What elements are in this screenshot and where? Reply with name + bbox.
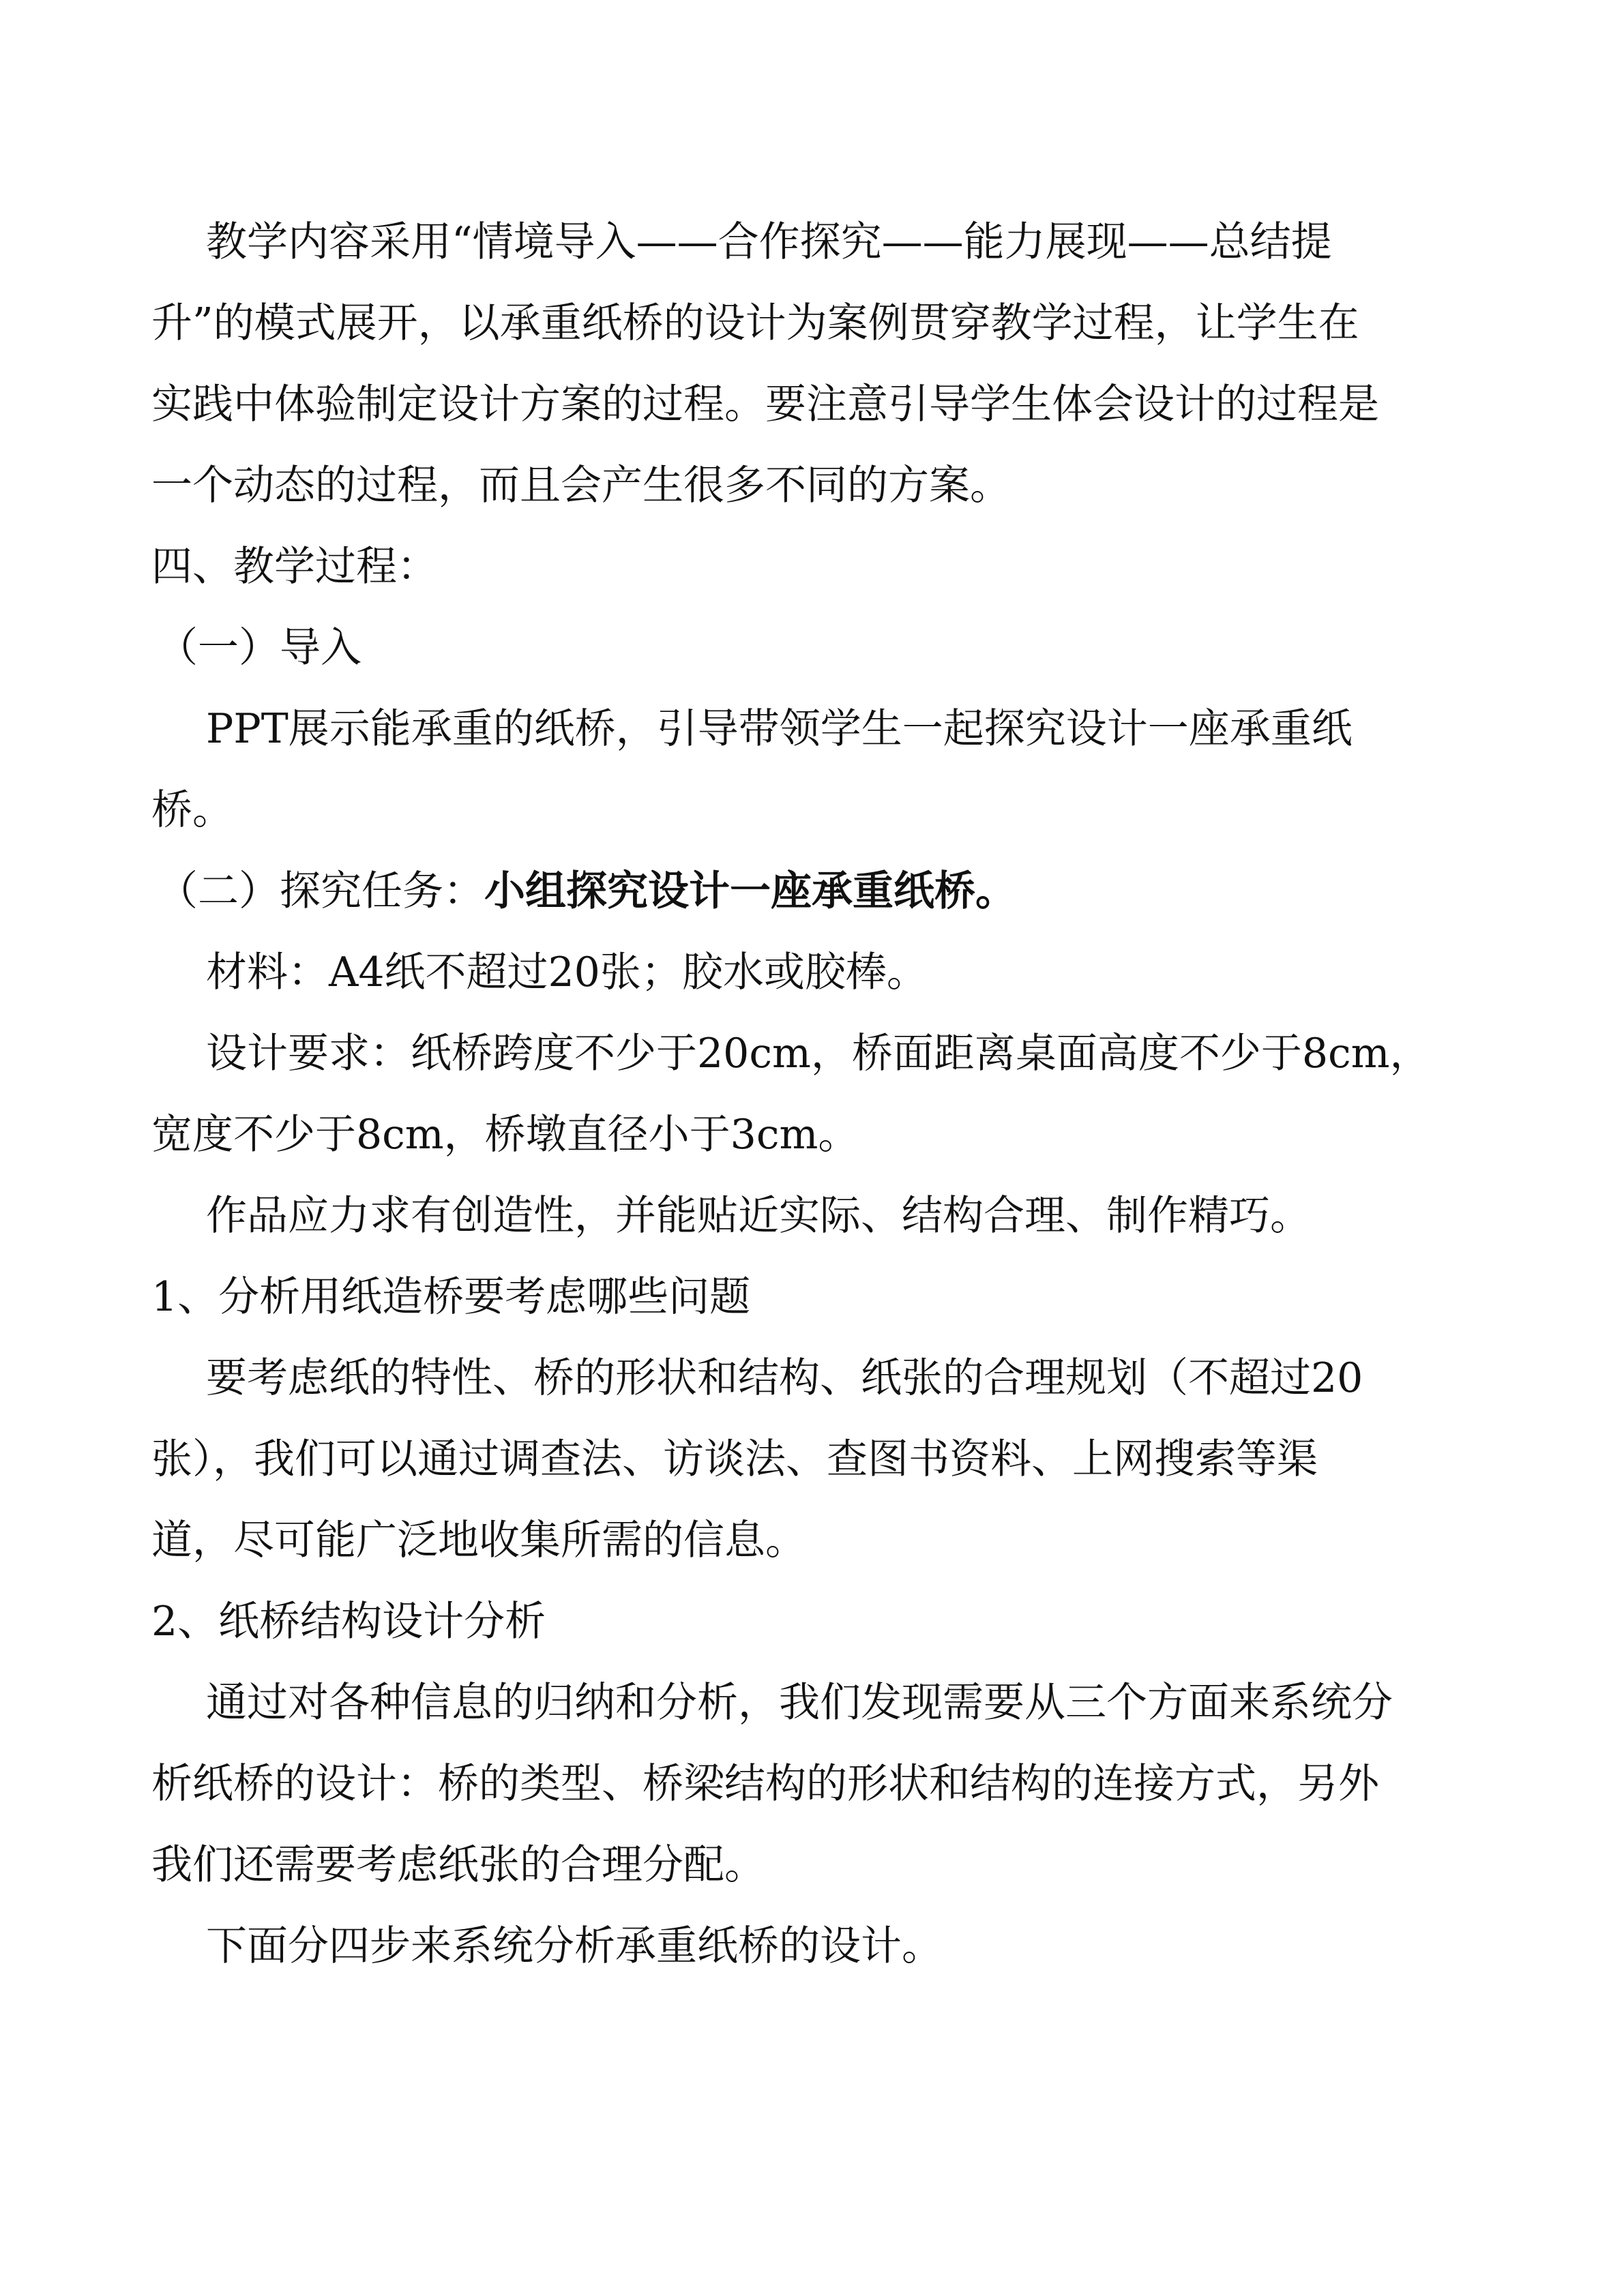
requirements-line-2: 宽度不少于8cm，桥墩直径小于3cm。 — [151, 1111, 859, 1159]
consider-line-3: 道，尽可能广泛地收集所需的信息。 — [151, 1517, 806, 1564]
subheading-inquiry-task — [157, 857, 1016, 925]
intro-line-2: 升”的模式展开，以承重纸桥的设计为案例贯穿教学过程，让学生在 — [151, 299, 1359, 347]
analysis-line-1: 通过对各种信息的归纳和分析，我们发现需要从三个方面来系统分 — [206, 1679, 1393, 1727]
intro-line-4: 一个动态的过程，而且会产生很多不同的方案。 — [151, 462, 1011, 509]
inquiry-task-title: 小组探究设计一座承重纸桥。 — [484, 867, 1016, 915]
analysis-line-2: 析纸桥的设计：桥的类型、桥梁结构的形状和结构的连接方式，另外 — [151, 1760, 1379, 1808]
subsection-heading-2: 2、纸桥结构设计分析 — [151, 1598, 546, 1645]
requirements-line-1: 设计要求：纸桥跨度不少于20cm，桥面距离桌面高度不少于8cm， — [206, 1030, 1431, 1077]
intro-line-3: 实践中体验制定设计方案的过程。要注意引导学生体会设计的过程是 — [151, 381, 1379, 428]
subheading-introduction: （一）导入 — [157, 624, 361, 672]
consider-line-1: 要考虑纸的特性、桥的形状和结构、纸张的合理规划（不超过20 — [206, 1354, 1363, 1402]
analysis-line-3: 我们还需要考虑纸张的合理分配。 — [151, 1841, 765, 1889]
four-steps-line: 下面分四步来系统分析承重纸桥的设计。 — [206, 1922, 943, 1970]
ppt-line-1: PPT展示能承重的纸桥，引导带领学生一起探究设计一座承重纸 — [206, 705, 1353, 753]
materials-line: 材料：A4纸不超过20张；胶水或胶棒。 — [206, 949, 928, 996]
inquiry-task-label: （二）探究任务： — [157, 867, 484, 915]
work-quality-line: 作品应力求有创造性，并能贴近实际、结构合理、制作精巧。 — [206, 1192, 1311, 1240]
intro-line-1: 教学内容采用“情境导入——合作探究——能力展现——总结提 — [206, 218, 1332, 266]
section-heading-teaching-process: 四、教学过程： — [151, 543, 438, 591]
subsection-heading-1: 1、分析用纸造桥要考虑哪些问题 — [151, 1273, 751, 1321]
consider-line-2: 张），我们可以通过调查法、访谈法、查图书资料、上网搜索等渠 — [151, 1435, 1318, 1483]
ppt-line-2: 桥。 — [151, 786, 233, 834]
